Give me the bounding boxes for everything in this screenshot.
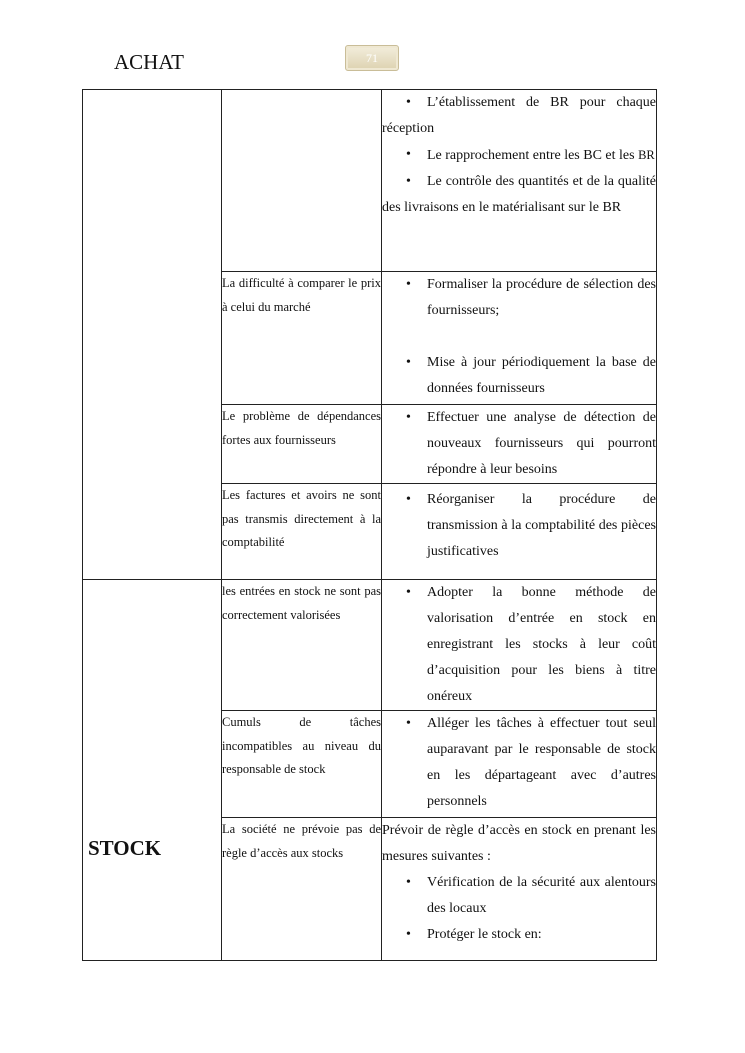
table-row	[83, 580, 657, 711]
solution-cell	[382, 272, 657, 405]
solution-intro: Prévoir de règle d’accès en stock en prenant les mesures suivantes :	[382, 823, 656, 864]
problem-cell	[222, 90, 382, 272]
list-item: • Réorganiser la procédure de transmission à la comptabilité des pièces justificatives	[382, 487, 656, 565]
list-item: • Formaliser la procédure de sélection des fournisseurs;	[382, 272, 656, 324]
page-number-badge	[345, 45, 399, 71]
list-item: • Adopter la bonne méthode de valorisation d’entrée en stock en enregistrant les stocks à leur coût d’acquisition pour les biens à titre onéreux	[382, 580, 656, 710]
category-label: ACHAT	[114, 50, 185, 74]
list-item: • Mise à jour périodiquement la base de données fournisseurs	[382, 350, 656, 402]
category-cell-stock	[83, 580, 222, 961]
category-cell-achat	[83, 50, 222, 580]
solution-cell	[382, 90, 657, 272]
list-item: • Alléger les tâches à effectuer tout seul auparavant par le responsable de stock en les départageant avec d’autres personnels	[382, 711, 656, 815]
page-number: 71	[366, 51, 378, 65]
solution-cell	[382, 818, 657, 961]
solution-cell	[382, 580, 657, 711]
list-item: • L’établissement de BR pour chaque réception	[382, 90, 656, 142]
category-label: STOCK	[88, 836, 162, 860]
list-item: • Protéger le stock en:	[382, 922, 656, 948]
solution-cell	[382, 484, 657, 580]
problem-cell: les entrées en stock ne sont pas correctement valorisées	[222, 580, 382, 711]
problem-cell: Le problème de dépendances fortes aux fournisseurs	[222, 405, 382, 484]
list-item: • Le rapprochement entre les BC et les BR	[382, 142, 656, 169]
list-item: • Le contrôle des quantités et de la qualité des livraisons en le matérialisant sur le BR	[382, 169, 656, 221]
solution-cell	[382, 711, 657, 818]
list-item: • Vérification de la sécurité aux alentours des locaux	[382, 870, 656, 922]
problem-cell: Cumuls de tâches incompatibles au niveau du responsable de stock	[222, 711, 382, 818]
problem-cell: Les factures et avoirs ne sont pas transmis directement à la comptabilité	[222, 484, 382, 580]
table-row	[83, 90, 657, 272]
solution-cell	[382, 405, 657, 484]
problem-cell: La difficulté à comparer le prix à celui du marché	[222, 272, 382, 405]
problem-cell: La société ne prévoie pas de règle d’accès aux stocks	[222, 818, 382, 961]
list-item: • Effectuer une analyse de détection de nouveaux fournisseurs qui pourront répondre à leur besoins	[382, 405, 656, 483]
